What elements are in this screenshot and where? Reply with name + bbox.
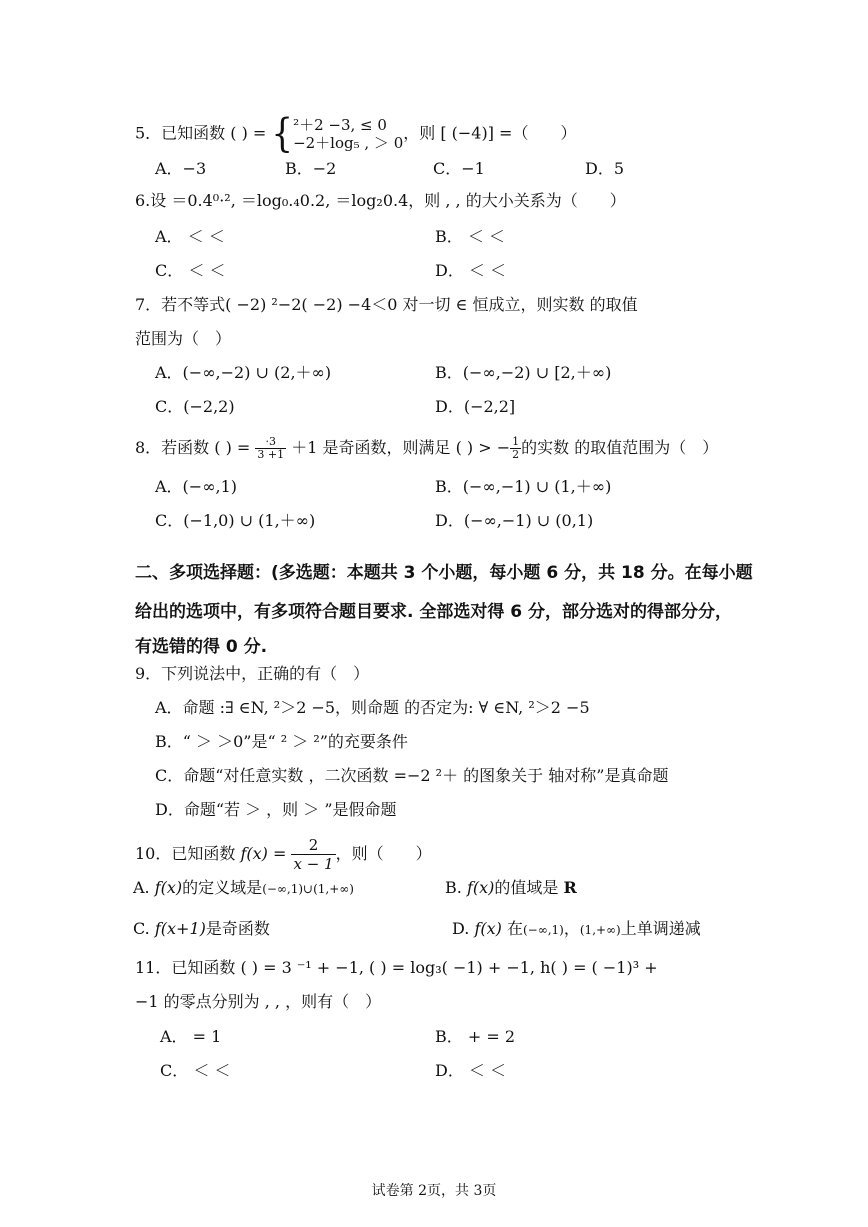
q10-fraction <box>291 836 335 873</box>
question-10 <box>135 836 432 873</box>
question-11-line-2: −1 的零点分别为 , , ，则有（ ） <box>135 992 382 1011</box>
q10-option-a-text: 的定义域是 <box>182 878 263 897</box>
question-7-line-1: 7．若不等式( −2) ²−2( −2) −4＜0 对一切 ∈ 恒成立，则实数 的取值 <box>135 295 638 314</box>
q8-half-num: 1 <box>512 435 520 448</box>
q8-option-a: A．(−∞,1) <box>155 477 238 496</box>
q5-option-b: B．−2 <box>285 159 337 178</box>
q8-middle: ＋1 是奇函数，则满足 ( ) > − <box>286 438 511 457</box>
q7-option-a: A．(−∞,−2) ∪ (2,＋∞) <box>155 363 332 382</box>
q10-option-d-interval-1: (−∞,1) <box>522 923 564 937</box>
q8-frac-num: ·3 <box>255 436 286 449</box>
q11-option-b: B． + = 2 <box>435 1027 516 1046</box>
q10-option-a-domain: (−∞,1)∪(1,+∞) <box>262 882 354 896</box>
q8-option-c: C．(−1,0) ∪ (1,＋∞) <box>155 511 316 530</box>
q5-suffix: ，则 [ (−4)] =（ ） <box>403 123 577 143</box>
q7-option-b: B．(−∞,−2) ∪ [2,＋∞) <box>435 363 612 382</box>
q10-option-b-R: R <box>563 878 577 897</box>
q10-option-d-label: D. <box>452 919 470 938</box>
q6-option-c: C． ＜ ＜ <box>155 261 226 280</box>
q10-option-d-fx: f(x) <box>474 919 502 938</box>
q9-option-c: C．命题“对任意实数 ，二次函数 =−2 ²＋ 的图象关于 轴对称”是真命题 <box>155 766 669 785</box>
question-6: 6.设 ＝0.4⁰·², ＝log₀.₄0.2, ＝log₂0.4，则 , , 的大小关系为（ ） <box>135 191 626 210</box>
question-9: 9．下列说法中，正确的有（ ） <box>135 664 370 683</box>
q6-option-b: B． ＜ ＜ <box>435 227 505 246</box>
q11-option-a: A． = 1 <box>160 1027 222 1046</box>
q8-fraction <box>255 436 286 461</box>
q8-half-den: 2 <box>512 448 520 461</box>
q5-option-c: C．−1 <box>433 159 485 178</box>
q10-option-c <box>133 918 270 940</box>
q6-option-a: A． ＜ ＜ <box>155 227 225 246</box>
q10-option-d-sep: ， <box>563 919 580 938</box>
q6-option-d: D． ＜ ＜ <box>435 261 507 280</box>
q5-brace: { <box>271 111 294 157</box>
q5-prefix: 5．已知函数 ( ) = <box>135 123 272 143</box>
q10-fx: f(x) = <box>240 844 292 863</box>
question-8 <box>135 436 718 461</box>
question-11-line-1: 11．已知函数 ( ) = 3 ⁻¹ + −1, ( ) = log₃( −1) + −1, h( ) = ( −1)³ + <box>135 958 658 977</box>
q8-frac-den: 3 +1 <box>257 448 285 461</box>
q8-prefix: 8．若函数 ( ) = <box>135 438 256 457</box>
q8-half <box>510 436 521 461</box>
q5-option-a: A．−3 <box>155 159 207 178</box>
question-5 <box>135 111 577 157</box>
q10-option-c-text: 是奇函数 <box>205 919 270 938</box>
q10-option-d <box>452 918 701 941</box>
section-2-line-1: 二、多项选择题：(多选题：本题共 3 个小题，每小题 6 分，共 18 分。在每小题 <box>135 563 753 583</box>
q10-option-c-label: C. <box>133 919 150 938</box>
q10-option-d-text-2: 上单调递减 <box>620 919 701 938</box>
q5-option-d: D．5 <box>585 159 625 178</box>
q10-prefix: 10．已知函数 <box>135 844 241 863</box>
q9-option-a: A．命题 :∃ ∈N, ²＞2 −5，则命题 的否定为: ∀ ∈N, ²＞2 −5 <box>155 698 590 717</box>
q10-option-b-text: 的值域是 <box>494 878 564 897</box>
q8-option-b: B．(−∞,−1) ∪ (1,＋∞) <box>435 477 612 496</box>
q11-option-c: C． ＜ ＜ <box>160 1061 231 1080</box>
q5-case-2: −2＋log₅ , ＞ 0 <box>293 134 404 152</box>
q10-frac-den: x − 1 <box>293 855 334 873</box>
q5-case-1: ²＋2 −3, ≤ 0 <box>293 116 387 134</box>
q10-option-a-fx: f(x) <box>154 878 183 897</box>
q7-option-c: C．(−2,2) <box>155 397 235 416</box>
q10-option-c-fx: f(x+1) <box>154 919 206 938</box>
q10-option-b-fx: f(x) <box>466 878 495 897</box>
q11-option-d: D． ＜ ＜ <box>435 1061 507 1080</box>
q10-option-a <box>133 877 354 900</box>
page-footer: 试卷第 2页，共 3页 <box>371 1183 497 1199</box>
section-2-line-3: 有选错的得 0 分. <box>135 637 268 657</box>
q8-suffix: 的实数 的取值范围为（ ） <box>521 438 719 457</box>
q10-frac-num: 2 <box>291 836 335 855</box>
section-2-line-2: 给出的选项中，有多项符合题目要求. 全部选对得 6 分，部分选对的得部分分， <box>135 602 733 622</box>
q7-option-d: D．(−2,2] <box>435 397 516 416</box>
q8-option-d: D．(−∞,−1) ∪ (0,1) <box>435 511 594 530</box>
q9-option-b: B．“ ＞ ＞0”是“ ² ＞ ²”的充要条件 <box>155 732 408 751</box>
q10-option-d-interval-2: (1,+∞) <box>579 923 621 937</box>
q10-option-b <box>445 877 577 899</box>
q10-option-b-label: B. <box>445 878 462 897</box>
q10-suffix: ，则（ ） <box>335 844 432 863</box>
q5-cases <box>293 116 403 152</box>
q9-option-d: D．命题“若 ＞ ，则 ＞ ”是假命题 <box>155 800 397 819</box>
q10-option-d-text-1: 在 <box>506 919 523 938</box>
q10-option-a-label: A. <box>133 878 150 897</box>
question-7-line-2: 范围为（ ） <box>135 329 232 348</box>
